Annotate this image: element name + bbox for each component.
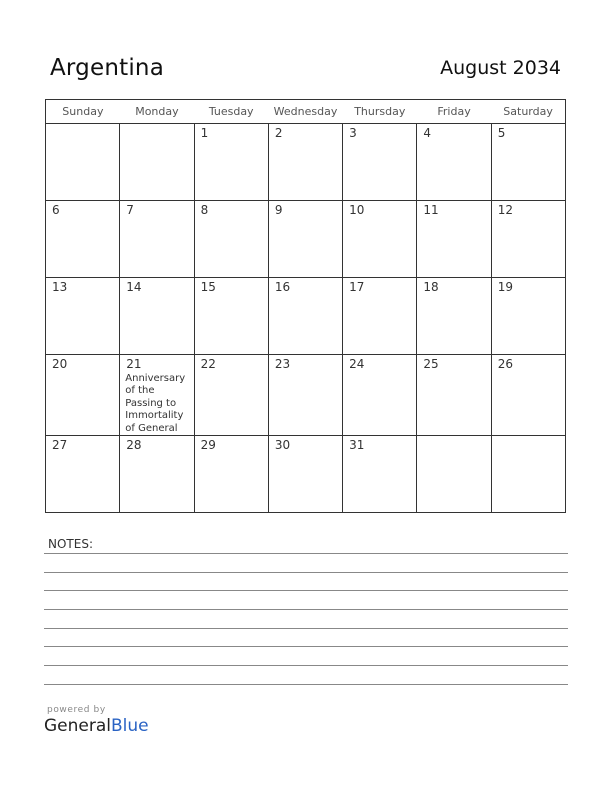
day-cell[interactable] xyxy=(120,201,194,278)
month-year-label: August 2034 xyxy=(440,57,561,79)
calendar-body xyxy=(46,124,566,513)
day-cell[interactable] xyxy=(46,201,120,278)
notes-line xyxy=(44,665,568,666)
holiday-event: Anniversary of the Passing to Immortality of General xyxy=(125,373,186,434)
weekday-thursday: Thursday xyxy=(343,100,417,124)
week-row xyxy=(46,201,566,278)
weekday-sunday: Sunday xyxy=(46,100,120,124)
week-row xyxy=(46,436,566,513)
notes-line xyxy=(44,646,568,647)
day-cell[interactable] xyxy=(268,355,342,436)
notes-line xyxy=(44,590,568,591)
brand-general-text: General xyxy=(44,716,111,736)
day-cell[interactable] xyxy=(343,278,417,355)
day-cell[interactable] xyxy=(194,124,268,201)
day-number: 28 xyxy=(126,438,142,453)
day-cell[interactable] xyxy=(46,355,120,436)
weekday-friday: Friday xyxy=(417,100,491,124)
country-title: Argentina xyxy=(50,55,164,81)
notes-line xyxy=(44,553,568,554)
day-number: 24 xyxy=(349,357,365,371)
calendar-grid xyxy=(45,99,566,513)
powered-by-text: powered by xyxy=(47,705,106,715)
day-number xyxy=(46,124,119,126)
day-cell[interactable] xyxy=(194,201,268,278)
notes-line xyxy=(44,684,568,685)
day-cell[interactable] xyxy=(120,355,194,436)
day-number: 16 xyxy=(274,280,291,294)
day-cell[interactable] xyxy=(194,355,268,436)
day-number: 18 xyxy=(423,280,439,294)
day-cell[interactable] xyxy=(343,436,417,513)
notes-line xyxy=(44,572,568,573)
day-cell[interactable] xyxy=(491,124,565,201)
day-number: 20 xyxy=(52,357,68,371)
day-cell[interactable] xyxy=(417,278,491,355)
day-number: 6 xyxy=(52,203,60,217)
day-number xyxy=(120,124,193,126)
day-number: 17 xyxy=(349,280,365,294)
notes-line xyxy=(44,609,568,610)
day-cell[interactable] xyxy=(120,436,194,513)
day-cell[interactable] xyxy=(46,124,120,201)
day-number: 26 xyxy=(497,357,513,371)
weekday-monday: Monday xyxy=(120,100,194,124)
day-cell[interactable] xyxy=(120,278,194,355)
day-number: 2 xyxy=(274,126,283,140)
day-number: 15 xyxy=(200,280,216,294)
day-number: 7 xyxy=(126,203,134,217)
day-cell[interactable] xyxy=(417,436,491,513)
day-cell[interactable] xyxy=(491,436,565,513)
day-number: 11 xyxy=(423,203,439,217)
day-number: 14 xyxy=(126,280,142,294)
day-cell[interactable] xyxy=(120,124,194,201)
day-number: 31 xyxy=(349,438,365,453)
day-cell[interactable] xyxy=(194,278,268,355)
day-number: 5 xyxy=(497,126,506,140)
day-cell[interactable] xyxy=(194,436,268,513)
day-cell[interactable] xyxy=(268,278,342,355)
day-cell[interactable] xyxy=(343,124,417,201)
day-number: 8 xyxy=(200,203,209,217)
day-cell[interactable] xyxy=(268,436,342,513)
day-cell[interactable] xyxy=(417,124,491,201)
day-number: 29 xyxy=(200,438,216,453)
day-cell[interactable] xyxy=(268,201,342,278)
day-cell[interactable] xyxy=(343,355,417,436)
day-number: 12 xyxy=(497,203,513,217)
notes-line xyxy=(44,628,568,629)
day-number: 13 xyxy=(52,280,68,294)
day-cell[interactable] xyxy=(491,201,565,278)
week-row xyxy=(46,355,566,436)
day-number: 1 xyxy=(200,126,209,140)
day-number: 22 xyxy=(200,357,216,371)
day-number: 25 xyxy=(423,357,439,371)
day-number xyxy=(492,436,565,438)
week-row xyxy=(46,124,566,201)
notes-label: NOTES: xyxy=(48,537,93,551)
weekday-header-row xyxy=(46,100,566,124)
day-cell[interactable] xyxy=(46,436,120,513)
day-number: 19 xyxy=(497,280,513,294)
day-cell[interactable] xyxy=(417,355,491,436)
generalblue-logo[interactable] xyxy=(44,716,149,736)
weekday-saturday: Saturday xyxy=(491,100,565,124)
day-number: 23 xyxy=(274,357,291,371)
week-row xyxy=(46,278,566,355)
day-number: 3 xyxy=(349,126,357,140)
day-number: 10 xyxy=(349,203,365,217)
day-number: 30 xyxy=(274,438,291,453)
weekday-wednesday: Wednesday xyxy=(268,100,342,124)
day-number: 4 xyxy=(423,126,432,140)
day-cell[interactable] xyxy=(268,124,342,201)
day-number: 9 xyxy=(274,203,283,217)
day-cell[interactable] xyxy=(343,201,417,278)
day-cell[interactable] xyxy=(417,201,491,278)
day-number: 27 xyxy=(52,438,68,453)
day-cell[interactable] xyxy=(46,278,120,355)
brand-blue-text: Blue xyxy=(111,716,149,736)
weekday-tuesday: Tuesday xyxy=(194,100,268,124)
day-cell[interactable] xyxy=(491,278,565,355)
day-cell[interactable] xyxy=(491,355,565,436)
day-number: 21 xyxy=(126,357,142,371)
day-number xyxy=(417,436,490,438)
